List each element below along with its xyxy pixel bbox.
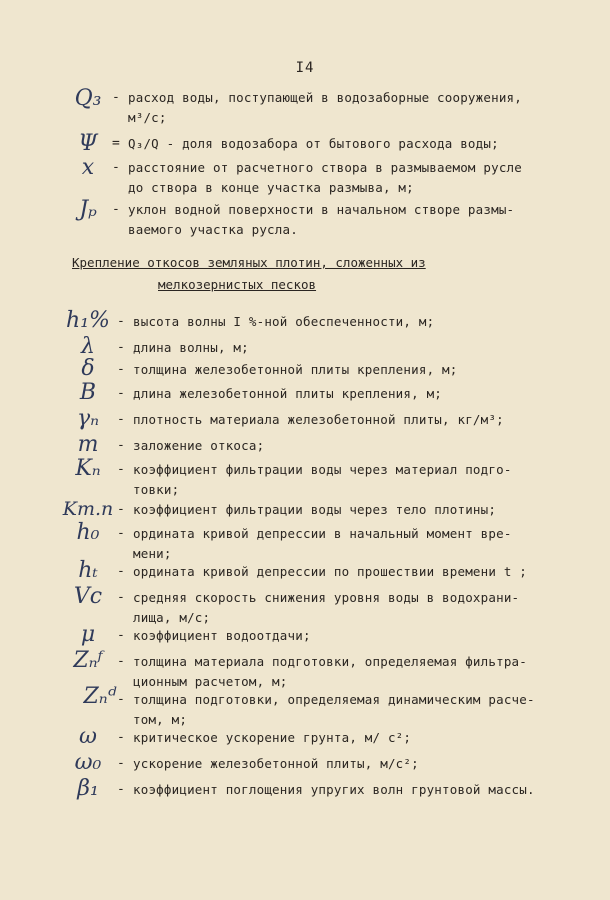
dash: - bbox=[112, 202, 120, 217]
dash: - bbox=[117, 628, 125, 643]
dash: - bbox=[117, 654, 125, 669]
dash: - bbox=[117, 756, 125, 771]
definition-text: ордината кривой депрессии по прошествии времени t ; bbox=[133, 564, 528, 579]
symbol: μ bbox=[80, 622, 96, 647]
symbol: Zₙᵈ bbox=[83, 684, 117, 709]
definition-text: критическое ускорение грунта, м/ с²; bbox=[133, 730, 412, 745]
symbol: Ψ bbox=[78, 131, 98, 156]
section-heading bbox=[72, 252, 532, 296]
symbol: ω bbox=[79, 724, 97, 749]
dash: - bbox=[117, 412, 125, 427]
symbol: Jₚ bbox=[79, 197, 97, 222]
page-number: I4 bbox=[295, 60, 315, 76]
definition-text: Q₃/Q - доля водозабора от бытового расхода воды; bbox=[128, 136, 499, 151]
definition-text: коэффициент водоотдачи; bbox=[133, 628, 311, 643]
symbol: Vc bbox=[73, 584, 103, 609]
dash: - bbox=[117, 462, 125, 477]
definition-text: уклон водной поверхности в начальном створе размы- ваемого участка русла. bbox=[128, 202, 515, 237]
symbol: ω₀ bbox=[74, 750, 102, 775]
dash: = bbox=[112, 136, 120, 151]
definition-text: высота волны I %-ной обеспеченности, м; bbox=[133, 314, 435, 329]
dash: - bbox=[117, 526, 125, 541]
definition-text: ордината кривой депрессии в начальный момент вре- мени; bbox=[133, 526, 512, 561]
definition-text: расход воды, поступающей в водозаборные сооружения, м³/с; bbox=[128, 90, 523, 125]
section-heading-line-2: мелкозернистых песков bbox=[158, 277, 317, 292]
symbol: B bbox=[79, 380, 97, 405]
definition-text: ускорение железобетонной плиты, м/с²; bbox=[133, 756, 419, 771]
definition-text: толщина железобетонной плиты крепления, м; bbox=[133, 362, 458, 377]
dash: - bbox=[117, 692, 125, 707]
dash: - bbox=[112, 90, 120, 105]
symbol: m bbox=[77, 432, 99, 457]
dash: - bbox=[117, 362, 125, 377]
symbol: Q₃ bbox=[74, 86, 102, 111]
dash: - bbox=[117, 314, 125, 329]
definition-text: расстояние от расчетного створа в размываемом русле до створа в конце участка размыва, м; bbox=[128, 160, 523, 195]
dash: - bbox=[112, 160, 120, 175]
symbol: Kₙ bbox=[75, 456, 101, 481]
definition-text: толщина материала подготовки, определяемая фильтра- ционным расчетом, м; bbox=[133, 654, 528, 689]
section-heading-line-1: Крепление откосов земляных плотин, сложенных из bbox=[72, 255, 426, 270]
dash: - bbox=[117, 502, 125, 517]
definition-text: заложение откоса; bbox=[133, 438, 265, 453]
definition-text: плотность материала железобетонной плиты, кг/м³; bbox=[133, 412, 504, 427]
symbol: x bbox=[81, 155, 95, 180]
definition-text: коэффициент поглощения упругих волн грунтовой массы. bbox=[133, 782, 535, 797]
definition-text: длина железобетонной плиты крепления, м; bbox=[133, 386, 443, 401]
symbol: Kт.п bbox=[62, 498, 114, 520]
definition-text: коэффициент фильтрации воды через тело плотины; bbox=[133, 502, 497, 517]
symbol: δ bbox=[81, 356, 95, 381]
dash: - bbox=[117, 564, 125, 579]
dash: - bbox=[117, 386, 125, 401]
dash: - bbox=[117, 438, 125, 453]
symbol: h₁% bbox=[66, 308, 110, 333]
dash: - bbox=[117, 340, 125, 355]
symbol: Zₙᶠ bbox=[73, 648, 103, 673]
symbol: λ bbox=[81, 334, 95, 359]
dash: - bbox=[117, 590, 125, 605]
dash: - bbox=[117, 782, 125, 797]
definition-text: средняя скорость снижения уровня воды в водохрани- лища, м/с; bbox=[133, 590, 520, 625]
definition-text: коэффициент фильтрации воды через материал подго- товки; bbox=[133, 462, 512, 497]
definition-text: длина волны, м; bbox=[133, 340, 249, 355]
symbol: h₀ bbox=[76, 520, 100, 545]
symbol: β₁ bbox=[77, 776, 99, 801]
definition-text: толщина подготовки, определяемая динамическим расче- том, м; bbox=[133, 692, 535, 727]
dash: - bbox=[117, 730, 125, 745]
symbol: γₙ bbox=[76, 406, 100, 431]
symbol: hₜ bbox=[78, 558, 98, 583]
